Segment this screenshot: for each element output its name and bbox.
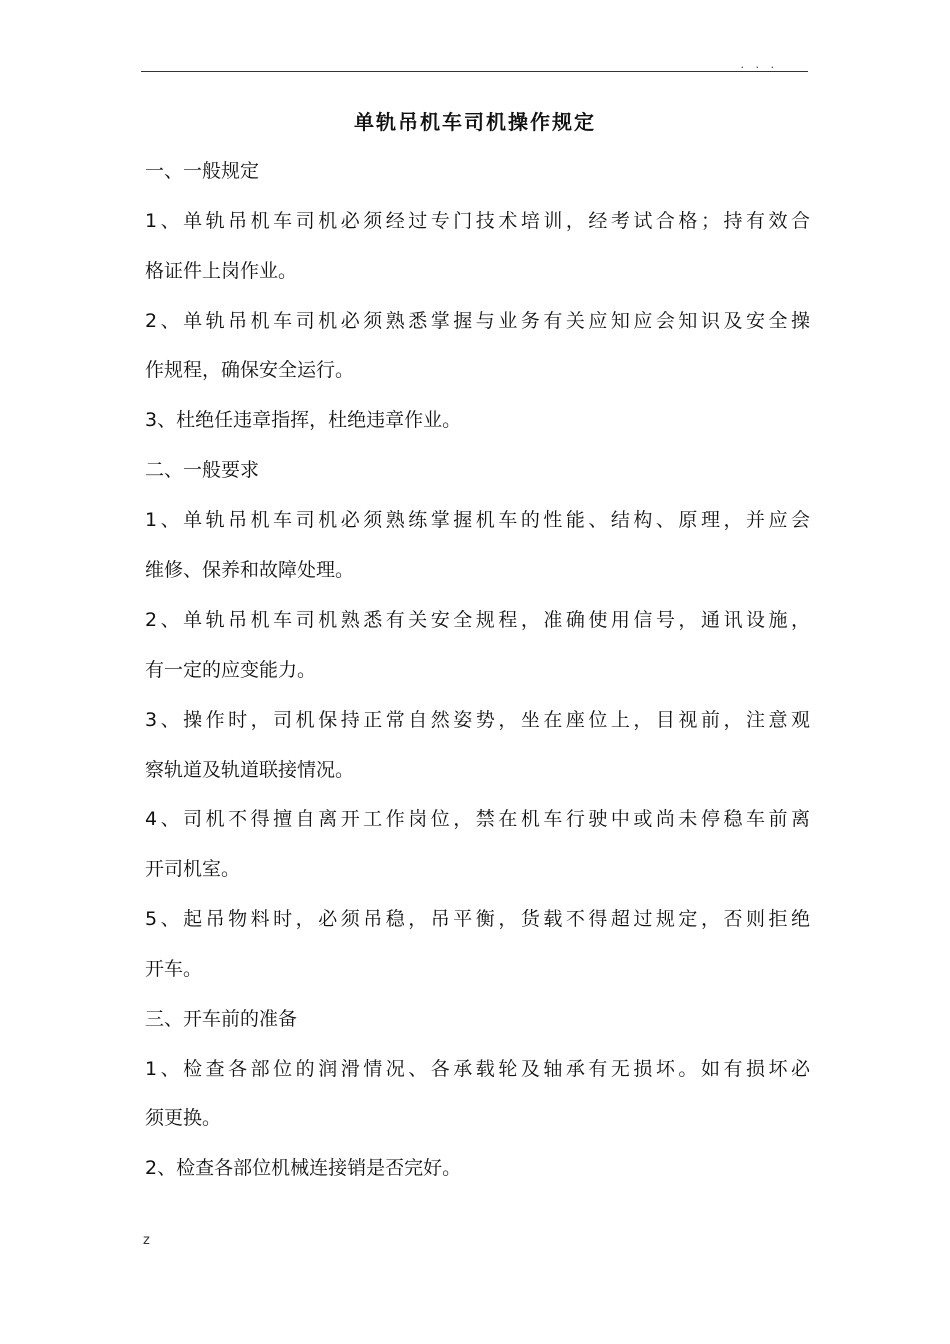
paragraph-line: 1、检查各部位的润滑情况、各承载轮及轴承有无损坏。如有损坏必 [145,1058,810,1080]
paragraph-line: 作规程，确保安全运行。 [145,359,355,381]
paragraph-line: 须更换。 [145,1107,222,1129]
section-heading: 三、开车前的准备 [145,1008,298,1030]
paragraph-line: 1、单轨吊机车司机必须熟练掌握机车的性能、结构、原理，并应会 [145,509,810,531]
paragraph-line: 3、操作时，司机保持正常自然姿势，坐在座位上，目视前，注意观 [145,709,810,731]
paragraph-line: 有一定的应变能力。 [145,659,317,681]
paragraph-line: 1、单轨吊机车司机必须经过专门技术培训，经考试合格；持有效合 [145,210,810,232]
paragraph-line: 2、单轨吊机车司机熟悉有关安全规程，准确使用信号，通讯设施， [145,609,810,631]
section-heading: 一、一般规定 [145,160,260,182]
paragraph-line: 2、检查各部位机械连接销是否完好。 [145,1157,462,1179]
paragraph-line: 2、单轨吊机车司机必须熟悉掌握与业务有关应知应会知识及安全操 [145,310,810,332]
paragraph-line: 3、杜绝任违章指挥，杜绝违章作业。 [145,409,462,431]
paragraph-line: 4、司机不得擅自离开工作岗位，禁在机车行驶中或尚未停稳车前离 [145,808,810,830]
header-mark: . . . [740,58,778,71]
header-rule [141,71,808,72]
document-title: 单轨吊机车司机操作规定 [354,110,596,134]
paragraph-line: 开司机室。 [145,858,241,880]
footer-mark: z [143,1233,150,1248]
paragraph-line: 维修、保养和故障处理。 [145,559,355,581]
paragraph-line: 5、起吊物料时，必须吊稳，吊平衡，货载不得超过规定，否则拒绝 [145,908,810,930]
paragraph-line: 开车。 [145,958,203,980]
section-heading: 二、一般要求 [145,459,260,481]
paragraph-line: 察轨道及轨道联接情况。 [145,759,355,781]
paragraph-line: 格证件上岗作业。 [145,260,298,282]
